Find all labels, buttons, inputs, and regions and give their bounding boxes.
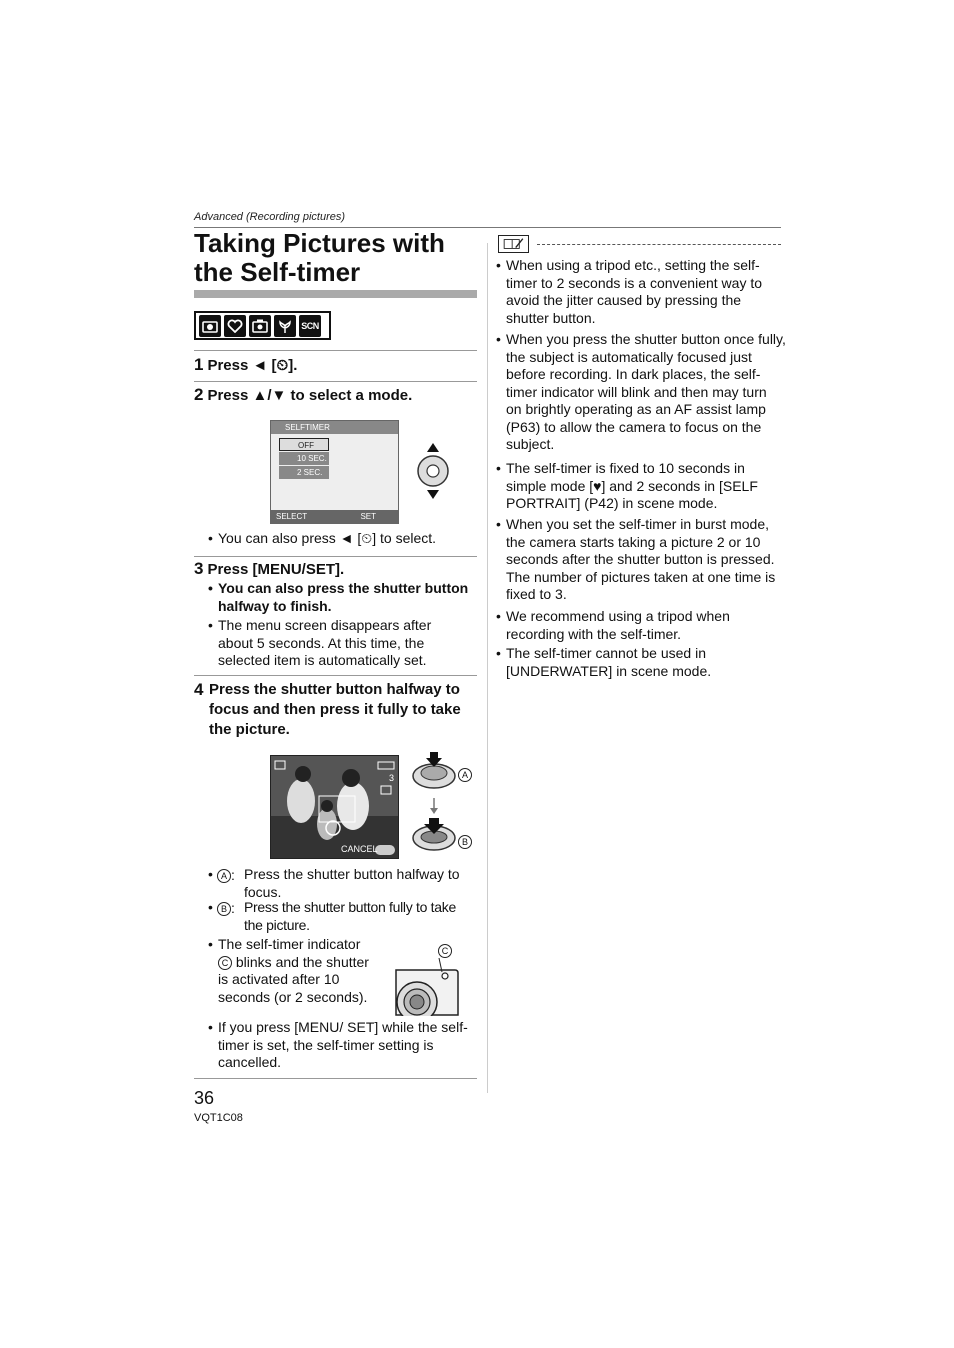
lcd-item-10sec: 10 SEC. bbox=[279, 452, 329, 465]
lcd-cancel-label: CANCEL bbox=[341, 844, 378, 854]
lcd-item-2sec: 2 SEC. bbox=[279, 466, 329, 479]
step-1: 1 Press ◄ [⏲]. bbox=[194, 355, 298, 374]
step-3: 3 Press [MENU/SET]. bbox=[194, 559, 345, 578]
divider bbox=[194, 556, 477, 557]
section-label: Advanced (Recording pictures) bbox=[194, 211, 346, 223]
scene-mode-icon: SCN bbox=[299, 315, 321, 337]
note-item: • We recommend using a tripod when recording with the self-timer. bbox=[496, 608, 730, 642]
selftimer-lcd-menu bbox=[270, 420, 399, 524]
macro-icon bbox=[274, 315, 296, 337]
notes-list bbox=[496, 257, 786, 687]
note-item: • The self-timer is fixed to 10 seconds in simple mode [♥] and 2 seconds in [SELF PORTRAIT] (P42) in scene mode. bbox=[496, 460, 758, 511]
selftimer-photo-lcd bbox=[270, 755, 399, 859]
document-code: VQT1C08 bbox=[194, 1112, 243, 1124]
camera-icon bbox=[199, 315, 221, 337]
note-item: • When you press the shutter button once fully, the subject is automatically focused just before recording. In dark places, the self-timer indicator will blink and then may turn on brightly operating as an AF assist lamp (P63) to allow the camera to focus on the subject. bbox=[496, 331, 786, 452]
step-2-note: • You can also press ◄ [⏲] to select. bbox=[208, 530, 437, 546]
lcd-picture-count: 3 bbox=[389, 773, 395, 783]
camera-front-icon bbox=[395, 958, 459, 1016]
program-icon bbox=[249, 315, 271, 337]
column-divider bbox=[487, 243, 488, 1093]
divider bbox=[194, 381, 477, 382]
step-4-bullet-c: • The self-timer indicator C blinks and the shutter is activated after 10 seconds (or 2 seconds). bbox=[208, 936, 369, 1005]
divider bbox=[194, 350, 477, 351]
lcd-header: SELFTIMER bbox=[271, 421, 398, 434]
cursor-pad-icon bbox=[413, 441, 453, 501]
applicable-modes bbox=[194, 311, 331, 340]
step-4-bullet-b: • B : Press the shutter button fully to take the picture. bbox=[208, 899, 456, 933]
divider bbox=[194, 1078, 477, 1079]
lcd-item-off: OFF bbox=[279, 438, 329, 451]
note-item: • When using a tripod etc., setting the self-timer to 2 seconds is a convenient way to avoid the jitter caused by pressing the shutter button. bbox=[496, 257, 763, 326]
step-4-bullet-a: • A : Press the shutter button halfway to focus. bbox=[208, 866, 460, 900]
note-item: • The self-timer cannot be used in [UNDERWATER] in scene mode. bbox=[496, 645, 712, 679]
step-4-bullet-d: • If you press [MENU/ SET] while the self-timer is set, the self-timer setting is cancelled. bbox=[208, 1019, 468, 1070]
step-3-bullet-2: • The menu screen disappears after about 5 seconds. At this time, the selected item is automatically set. bbox=[208, 617, 432, 668]
page-title: Taking Pictures with the Self-timer bbox=[194, 228, 445, 287]
callout-b: B bbox=[458, 835, 472, 849]
page-number: 36 bbox=[194, 1088, 215, 1108]
divider bbox=[194, 675, 477, 676]
step-4: 4 Press the shutter button halfway to focus and then press it fully to take the picture. bbox=[194, 680, 461, 738]
heart-icon bbox=[224, 315, 246, 337]
step-2: 2 Press ▲/▼ to select a mode. bbox=[194, 385, 413, 404]
callout-c: C bbox=[438, 944, 452, 958]
note-icon bbox=[498, 235, 529, 253]
title-underline bbox=[194, 290, 477, 298]
lcd-footer: SELECT SET bbox=[271, 510, 398, 523]
note-dashed-rule bbox=[537, 244, 781, 245]
callout-a: A bbox=[458, 768, 472, 782]
note-item: • When you set the self-timer in burst mode, the camera starts taking a picture 2 or 10 seconds after the shutter button is pressed. The number of pictures taken at one time is fixed to 3. bbox=[496, 516, 776, 602]
step-3-bullet-1: • You can also press the shutter button halfway to finish. bbox=[208, 580, 469, 614]
